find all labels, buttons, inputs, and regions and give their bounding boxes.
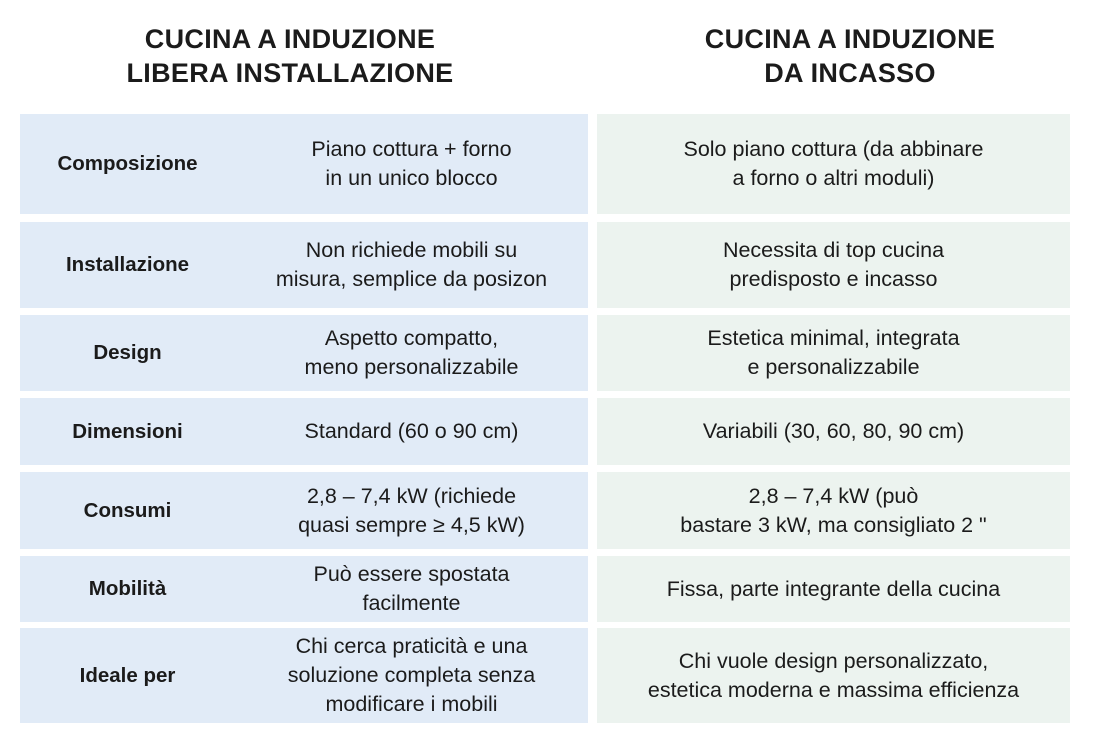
header-libera-installazione: CUCINA A INDUZIONE LIBERA INSTALLAZIONE bbox=[126, 24, 454, 88]
libera-value: Chi cerca praticità e una soluzione completa senza modificare i mobili bbox=[287, 634, 536, 716]
table-row-design bbox=[0, 315, 1100, 391]
libera-value: Aspetto compatto, meno personalizzabile bbox=[304, 326, 519, 379]
incasso-value: Chi vuole design personalizzato, estetica moderna e massima efficienza bbox=[597, 628, 1070, 723]
table-row-installazione bbox=[0, 222, 1100, 308]
table-row-consumi bbox=[0, 472, 1100, 549]
row-label: Mobilità bbox=[88, 577, 167, 600]
incasso-value: Solo piano cottura (da abbinare a forno o altri moduli) bbox=[597, 114, 1070, 214]
table-row-dimensioni bbox=[0, 398, 1100, 465]
row-label: Design bbox=[93, 341, 162, 364]
incasso-value: Fissa, parte integrante della cucina bbox=[597, 556, 1070, 622]
libera-value: Non richiede mobili su misura, semplice da posizon bbox=[275, 238, 548, 291]
libera-value: Piano cottura + forno in un unico blocco bbox=[311, 137, 512, 190]
incasso-value: Necessita di top cucina predisposto e incasso bbox=[597, 222, 1070, 308]
table-row-mobilita bbox=[0, 556, 1100, 622]
row-label: Consumi bbox=[83, 498, 172, 522]
incasso-value: 2,8 – 7,4 kW (può bastare 3 kW, ma consigliato 2 " bbox=[597, 472, 1070, 549]
row-label: Installazione bbox=[65, 253, 190, 276]
libera-value: 2,8 – 7,4 kW (richiede quasi sempre ≥ 4,5 kW) bbox=[298, 483, 525, 537]
incasso-value: Variabili (30, 60, 80, 90 cm) bbox=[597, 398, 1070, 465]
libera-value: Può essere spostata facilmente bbox=[313, 562, 510, 615]
libera-value: Standard (60 o 90 cm) bbox=[304, 419, 519, 443]
incasso-value: Estetica minimal, integrata e personalizzabile bbox=[597, 315, 1070, 391]
row-label: Composizione bbox=[57, 152, 198, 175]
header-da-incasso: CUCINA A INDUZIONE DA INCASSO bbox=[704, 24, 996, 88]
table-row-ideale-per bbox=[0, 628, 1100, 723]
table-row-composizione bbox=[0, 114, 1100, 214]
row-label: Ideale per bbox=[79, 663, 176, 687]
row-label: Dimensioni bbox=[72, 419, 183, 443]
